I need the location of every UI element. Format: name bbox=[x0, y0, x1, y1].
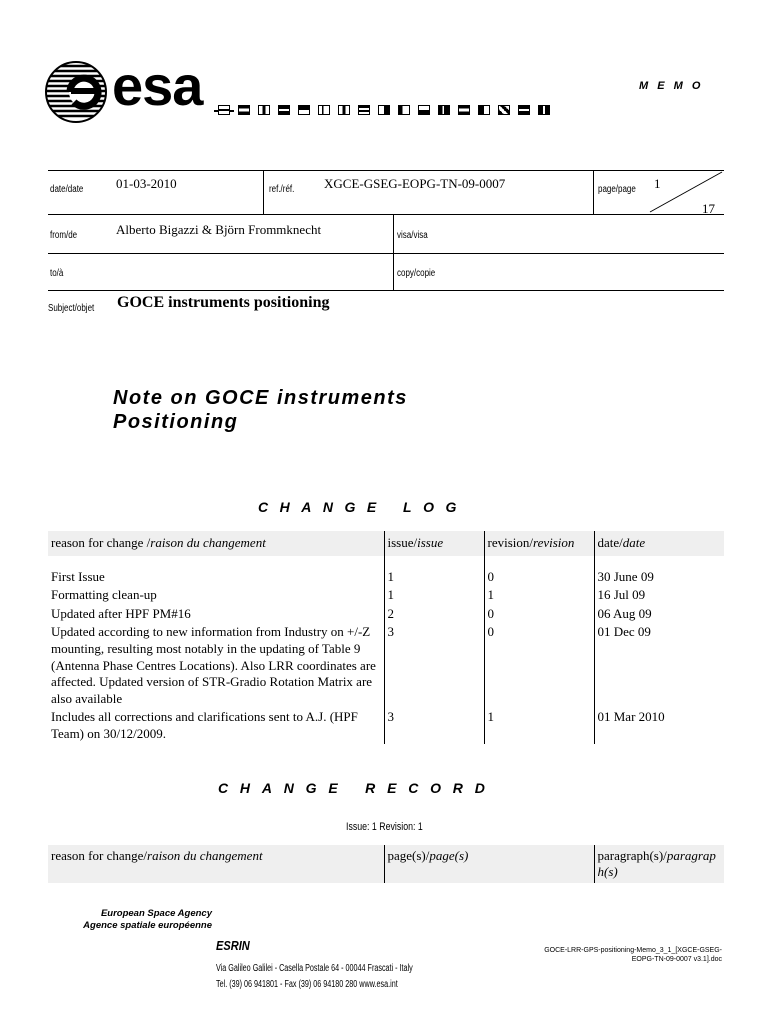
footer-contact: Tel. (39) 06 941801 - Fax (39) 06 94180 280 www.esa.int bbox=[216, 979, 398, 990]
table-row bbox=[48, 605, 724, 624]
row-date: 30 June 09 bbox=[594, 568, 724, 587]
from-value: Alberto Bigazzi & Björn Frommknecht bbox=[116, 222, 322, 237]
row-date: 16 Jul 09 bbox=[594, 586, 724, 605]
from-label: from/de bbox=[50, 230, 78, 241]
visa-label: visa/visa bbox=[397, 230, 428, 241]
flag-icon bbox=[418, 105, 430, 115]
row-revision: 0 bbox=[484, 605, 594, 624]
flag-icon bbox=[498, 105, 510, 115]
table-row bbox=[48, 586, 724, 605]
esa-globe-icon bbox=[44, 60, 112, 124]
change-log-heading: CHANGE LOG bbox=[258, 499, 468, 515]
change-record-heading: CHANGE RECORD bbox=[218, 780, 497, 796]
row-issue: 3 bbox=[384, 623, 484, 708]
memo-label: M E M O bbox=[639, 80, 704, 92]
col-header-date: date/date bbox=[594, 531, 724, 556]
flag-icon bbox=[478, 105, 490, 115]
flag-icon bbox=[218, 105, 230, 115]
title-line-2: Positioning bbox=[113, 411, 239, 433]
footer-filename bbox=[510, 946, 722, 964]
filename-line-2: EOPG-TN-09-0007 v3.1].doc bbox=[631, 956, 722, 963]
page-label: page/page bbox=[598, 184, 636, 195]
flag-icon bbox=[318, 105, 330, 115]
flag-icon bbox=[378, 105, 390, 115]
flag-icon bbox=[458, 105, 470, 115]
flag-icon bbox=[398, 105, 410, 115]
col-header-reason: reason for change/raison du changement bbox=[48, 845, 384, 883]
row-reason: Updated after HPF PM#16 bbox=[51, 605, 191, 621]
col-header-issue: issue/issue bbox=[384, 531, 484, 556]
col-header-pages: page(s)/page(s) bbox=[384, 845, 594, 883]
footer-address: Via Galileo Galilei - Casella Postale 64 - 00044 Frascati - Italy bbox=[216, 963, 413, 974]
flag-icon bbox=[298, 105, 310, 115]
date-value: 01-03-2010 bbox=[116, 176, 177, 191]
table-row bbox=[48, 623, 724, 708]
flag-icon bbox=[358, 105, 370, 115]
filename-line-1: GOCE-LRR-GPS-positioning-Memo_3_1_[XGCE-GSEG- bbox=[544, 947, 722, 954]
change-record-header-row bbox=[48, 845, 724, 883]
row-revision: 0 bbox=[484, 568, 594, 587]
flag-icon bbox=[538, 105, 550, 115]
ref-value: XGCE-GSEG-EOPG-TN-09-0007 bbox=[324, 176, 506, 191]
ref-label: ref./réf. bbox=[269, 184, 295, 195]
col-header-reason: reason for change /raison du changement bbox=[48, 531, 384, 556]
row-reason: Updated according to new information from Industry on +/-Z mounting, resulting most notably in the updating of Table 9 (Antenna Phase Centres Locations). Also LRR coordinates are affected. Updated version of STR-Gradio Rotation Matrix are also available bbox=[51, 624, 376, 706]
row-issue: 2 bbox=[384, 605, 484, 624]
row-reason: First Issue bbox=[51, 568, 105, 584]
subject-value: GOCE instruments positioning bbox=[117, 294, 330, 311]
change-record-table bbox=[48, 845, 724, 883]
row-reason: Includes all corrections and clarifications sent to A.J. (HPF Team) on 30/12/2009. bbox=[51, 709, 358, 741]
row-issue: 1 bbox=[384, 586, 484, 605]
change-log-table bbox=[48, 531, 724, 744]
row-revision: 0 bbox=[484, 623, 594, 708]
page-number: 1 bbox=[654, 176, 661, 191]
issue-revision-line: Issue: 1 Revision: 1 bbox=[346, 821, 423, 833]
footer-agency bbox=[83, 908, 212, 932]
row-issue: 3 bbox=[384, 708, 484, 743]
row-date: 01 Dec 09 bbox=[594, 623, 724, 708]
agency-name-fr: Agence spatiale européenne bbox=[83, 920, 212, 931]
to-label: to/à bbox=[50, 268, 64, 279]
copy-label: copy/copie bbox=[397, 268, 436, 279]
change-log-header-row bbox=[48, 531, 724, 556]
flag-icon bbox=[438, 105, 450, 115]
col-header-revision: revision/revision bbox=[484, 531, 594, 556]
flag-icon bbox=[518, 105, 530, 115]
agency-name-en: European Space Agency bbox=[100, 908, 212, 919]
row-date: 01 Mar 2010 bbox=[594, 708, 724, 743]
row-revision: 1 bbox=[484, 586, 594, 605]
page-total: 17 bbox=[702, 201, 715, 216]
footer-site: ESRIN bbox=[216, 938, 250, 953]
flag-icon bbox=[338, 105, 350, 115]
table-row bbox=[48, 708, 724, 743]
subject-label: Subject/objet bbox=[48, 303, 95, 314]
title-line-1: Note on GOCE instruments bbox=[113, 387, 408, 409]
flag-icon bbox=[258, 105, 270, 115]
flag-icon bbox=[278, 105, 290, 115]
date-label: date/date bbox=[50, 184, 84, 195]
esa-wordmark: esa bbox=[112, 54, 203, 117]
row-reason: Formatting clean-up bbox=[51, 587, 157, 603]
table-row bbox=[48, 568, 724, 587]
col-header-paragraph: paragraph(s)/paragraph(s) bbox=[594, 845, 724, 883]
row-date: 06 Aug 09 bbox=[594, 605, 724, 624]
row-issue: 1 bbox=[384, 568, 484, 587]
row-revision: 1 bbox=[484, 708, 594, 743]
flag-icon bbox=[238, 105, 250, 115]
document-title bbox=[113, 386, 408, 434]
